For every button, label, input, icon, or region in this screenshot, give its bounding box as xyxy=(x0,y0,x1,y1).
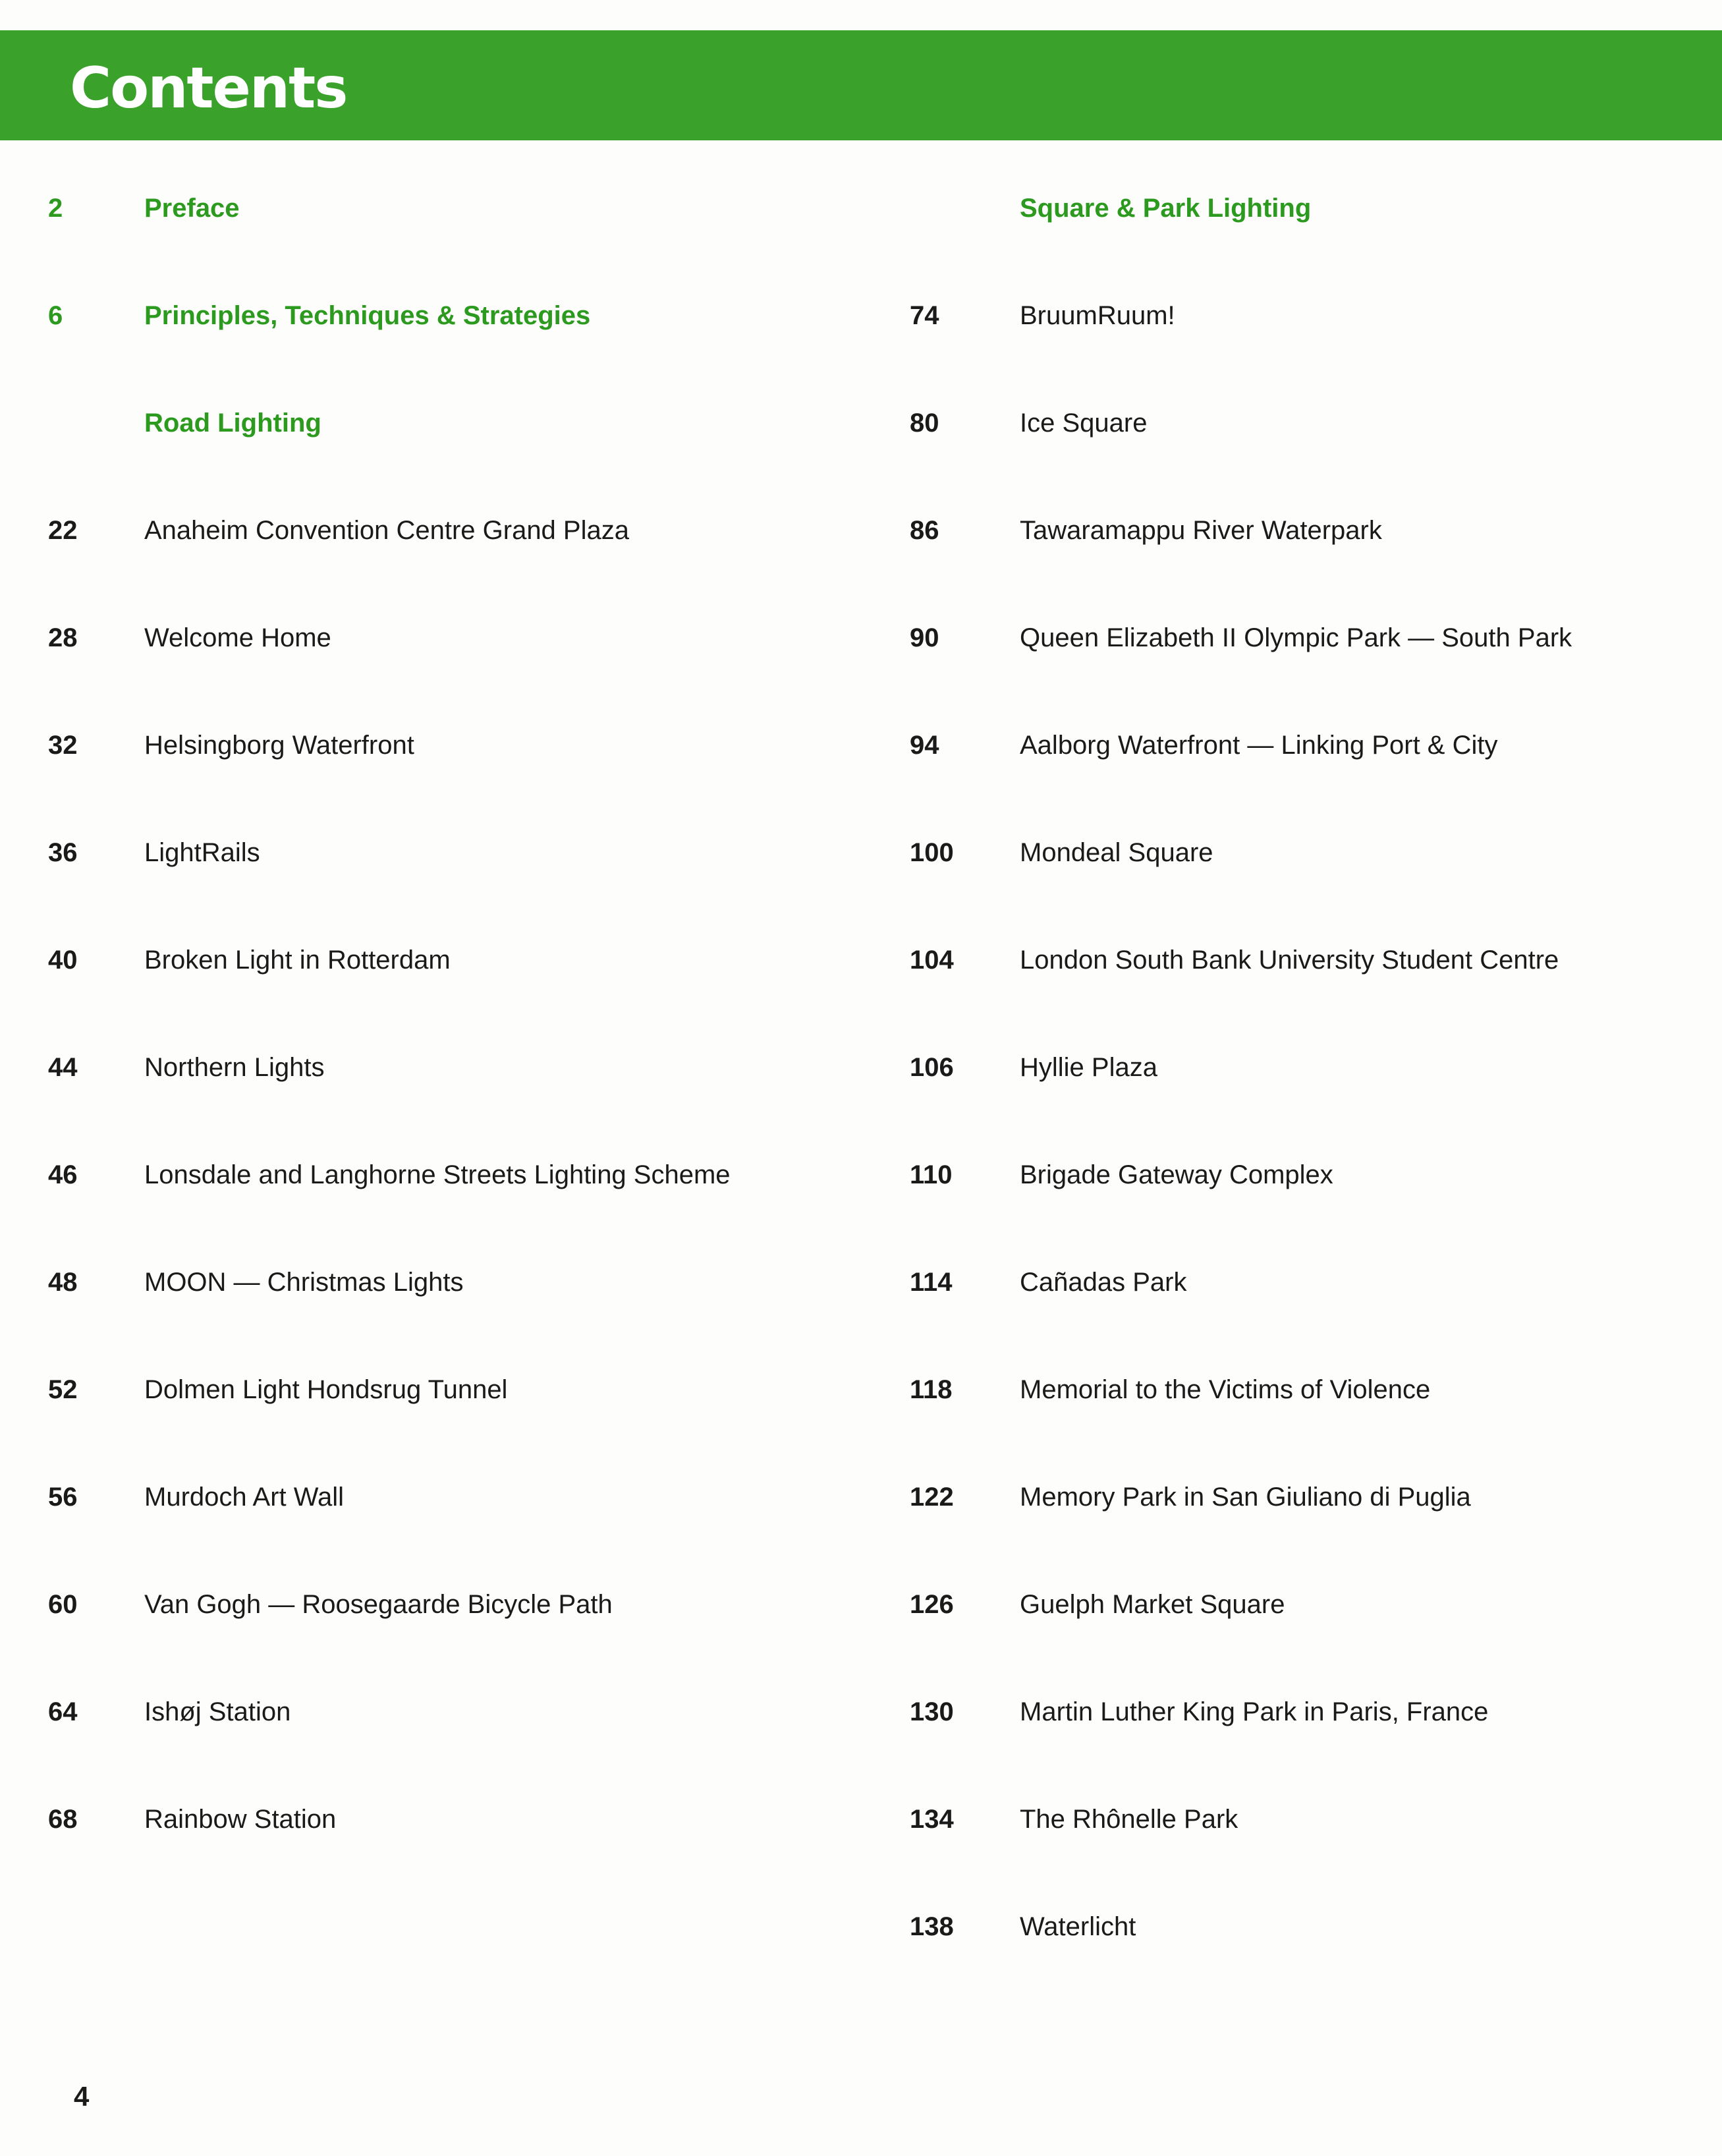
toc-page-number: 6 xyxy=(48,301,63,330)
toc-entry-title: Guelph Market Square xyxy=(1020,1590,1285,1619)
toc-page-number: 90 xyxy=(910,623,939,652)
toc-entry[interactable] xyxy=(910,692,1572,799)
toc-page-number: 110 xyxy=(910,1160,953,1189)
toc-entry[interactable] xyxy=(910,1659,1572,1766)
toc-entry-title: Anaheim Convention Centre Grand Plaza xyxy=(144,516,629,545)
toc-page-number: 46 xyxy=(48,1160,78,1189)
toc-entry[interactable] xyxy=(0,1766,731,1873)
toc-page-number: 122 xyxy=(910,1483,954,1512)
toc-entry-title: MOON — Christmas Lights xyxy=(144,1268,464,1297)
toc-page-number: 22 xyxy=(48,516,78,545)
toc-entry-title: Helsingborg Waterfront xyxy=(144,731,414,760)
toc-page-number: 2 xyxy=(48,194,63,223)
toc-entry-title: Square & Park Lighting xyxy=(1020,194,1312,223)
toc-entry[interactable] xyxy=(910,1014,1572,1121)
toc-page-number: 74 xyxy=(910,301,939,330)
toc-entry-title: Aalborg Waterfront — Linking Port & City xyxy=(1020,731,1498,760)
toc-entry-title: Northern Lights xyxy=(144,1053,325,1082)
toc-entry-title: Hyllie Plaza xyxy=(1020,1053,1157,1082)
toc-page-number: 36 xyxy=(48,838,78,867)
toc-page-number: 100 xyxy=(910,838,954,867)
toc-entry[interactable] xyxy=(910,1551,1572,1659)
toc-section-heading[interactable] xyxy=(0,262,731,370)
toc-entry[interactable] xyxy=(910,584,1572,692)
toc-entry[interactable] xyxy=(0,692,731,799)
toc-entry[interactable] xyxy=(910,477,1572,584)
toc-page-number: 104 xyxy=(910,946,954,975)
toc-entry-title: Martin Luther King Park in Paris, France xyxy=(1020,1697,1489,1726)
toc-entry-title: Lonsdale and Langhorne Streets Lighting Scheme xyxy=(144,1160,731,1189)
toc-entry-title: Mondeal Square xyxy=(1020,838,1213,867)
toc-entry[interactable] xyxy=(910,1873,1572,1981)
toc-entry[interactable] xyxy=(0,907,731,1014)
toc-entry[interactable] xyxy=(910,370,1572,477)
toc-entry-title: Memory Park in San Giuliano di Puglia xyxy=(1020,1483,1471,1512)
toc-entry-title: Welcome Home xyxy=(144,623,331,652)
toc-entry[interactable] xyxy=(910,1336,1572,1444)
toc-entry[interactable] xyxy=(910,1766,1572,1873)
toc-entry[interactable] xyxy=(910,1229,1572,1336)
toc-entry-title: Memorial to the Victims of Violence xyxy=(1020,1375,1431,1404)
toc-page-number: 130 xyxy=(910,1697,954,1726)
toc-entry-title: Queen Elizabeth II Olympic Park — South Park xyxy=(1020,623,1572,652)
toc-entry[interactable] xyxy=(0,1121,731,1229)
toc-entry[interactable] xyxy=(0,1229,731,1336)
toc-page-number: 80 xyxy=(910,409,939,438)
toc-entry[interactable] xyxy=(910,799,1572,907)
toc-entry-title: Brigade Gateway Complex xyxy=(1020,1160,1333,1189)
toc-entry-title: Van Gogh — Roosegaarde Bicycle Path xyxy=(144,1590,613,1619)
toc-page-number: 32 xyxy=(48,731,78,760)
toc-page-number: 64 xyxy=(48,1697,78,1726)
toc-entry-title: Ice Square xyxy=(1020,409,1148,438)
toc-entry[interactable] xyxy=(0,1659,731,1766)
toc-entry[interactable] xyxy=(0,1014,731,1121)
toc-entry-title: BruumRuum! xyxy=(1020,301,1175,330)
page-title: Contents xyxy=(70,55,347,121)
toc-entry-title: Principles, Techniques & Strategies xyxy=(144,301,591,330)
toc-entry-title: Road Lighting xyxy=(144,409,321,438)
toc-section-heading[interactable] xyxy=(0,155,731,262)
toc-entry[interactable] xyxy=(0,1444,731,1551)
contents-header-banner xyxy=(0,30,1722,140)
toc-entry[interactable] xyxy=(910,1121,1572,1229)
toc-page-number: 114 xyxy=(910,1268,953,1297)
toc-page-number: 94 xyxy=(910,731,939,760)
toc-entry[interactable] xyxy=(910,907,1572,1014)
toc-entry-title: London South Bank University Student Centre xyxy=(1020,946,1559,975)
toc-page-number: 106 xyxy=(910,1053,954,1082)
toc-entry-title: Rainbow Station xyxy=(144,1805,337,1834)
toc-page-number: 118 xyxy=(910,1375,953,1404)
toc-page-number: 60 xyxy=(48,1590,78,1619)
toc-entry-title: Murdoch Art Wall xyxy=(144,1483,345,1512)
toc-page-number: 44 xyxy=(48,1053,78,1082)
toc-entry-title: Preface xyxy=(144,194,240,223)
toc-entry[interactable] xyxy=(0,477,731,584)
toc-page-number: 68 xyxy=(48,1805,78,1834)
toc-section-heading[interactable] xyxy=(910,155,1572,262)
toc-entry[interactable] xyxy=(0,799,731,907)
toc-page-number: 52 xyxy=(48,1375,78,1404)
toc-page-number: 138 xyxy=(910,1912,954,1941)
toc-section-heading[interactable] xyxy=(0,370,731,477)
page-number: 4 xyxy=(74,2081,90,2112)
toc-entry[interactable] xyxy=(0,584,731,692)
toc-entry[interactable] xyxy=(0,1336,731,1444)
toc-page-number: 40 xyxy=(48,946,78,975)
toc-page-number: 126 xyxy=(910,1590,954,1619)
toc-entry-title: The Rhônelle Park xyxy=(1020,1805,1238,1834)
toc-page-number: 56 xyxy=(48,1483,78,1512)
toc-entry-title: Dolmen Light Hondsrug Tunnel xyxy=(144,1375,508,1404)
toc-page-number: 48 xyxy=(48,1268,78,1297)
toc-entry-title: Tawaramappu River Waterpark xyxy=(1020,516,1382,545)
toc-page-number: 28 xyxy=(48,623,78,652)
toc-entry-title: Ishøj Station xyxy=(144,1697,291,1726)
toc-page-number: 86 xyxy=(910,516,939,545)
toc-entry-title: Broken Light in Rotterdam xyxy=(144,946,451,975)
toc-page-number: 134 xyxy=(910,1805,954,1834)
toc-entry-title: Cañadas Park xyxy=(1020,1268,1187,1297)
toc-left-column xyxy=(0,155,731,1873)
toc-entry-title: LightRails xyxy=(144,838,260,867)
toc-entry[interactable] xyxy=(0,1551,731,1659)
toc-entry[interactable] xyxy=(910,262,1572,370)
toc-right-column xyxy=(910,155,1572,1981)
toc-entry-title: Waterlicht xyxy=(1020,1912,1136,1941)
toc-entry[interactable] xyxy=(910,1444,1572,1551)
